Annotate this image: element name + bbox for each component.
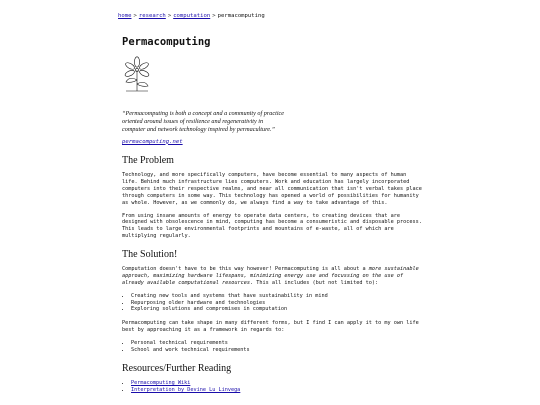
permacomputing-link[interactable]: permacomputing.net — [122, 138, 183, 145]
breadcrumb-separator: > — [212, 13, 216, 19]
reading-heading: Resources/Further Reading — [122, 362, 232, 374]
solution-list-2 — [122, 340, 422, 354]
breadcrumb-computation-link[interactable]: computation — [173, 13, 211, 19]
list-item: • School and work technical requirements — [131, 347, 422, 354]
breadcrumb-home-link[interactable]: home — [118, 13, 132, 19]
solution-list-1 — [122, 293, 422, 314]
permacomputing-quote: “Permacomputing is both a concept and a community of practice oriented around issues of resilience and regenerativity in computer and network technology inspired by permaculture.” — [122, 109, 285, 133]
problem-paragraph-2: From using insane amounts of energy to operate data centers, to creating devices that are designed with obsolescence in mind, computing has become a consumeristic and disposable process. This leads to large environmental footprints and mountains of e-waste, all of which are multiplying regularly. — [122, 212, 422, 240]
breadcrumb-current: permacomputing — [217, 13, 265, 19]
solution-text-a: Computation doesn't have to be this way however! Permacomputing is all about a — [122, 266, 369, 273]
permacomputing-wiki-link[interactable]: Permacomputing Wiki — [131, 379, 191, 386]
reading-list — [122, 380, 422, 394]
solution-paragraph-2: Permacomputing can take shape in many different forms, but I find I can apply it to my own life best by approaching it as a framework in regards to: — [122, 320, 419, 334]
breadcrumb-research-link[interactable]: research — [138, 13, 166, 19]
list-item: • Exploring solutions and compromises in computation — [131, 306, 422, 313]
main-content — [122, 36, 422, 401]
list-item: • Creating new tools and systems that have sustainability in mind — [131, 293, 422, 300]
flower-icon — [122, 56, 152, 92]
list-item — [131, 387, 422, 394]
solution-emphasis: more sustainable approach, maximizing hardware lifespans, minimizing energy use and focussing on the use of already available computational resources — [122, 266, 419, 286]
page-title: Permacomputing — [122, 36, 211, 48]
breadcrumb-separator: > — [167, 13, 172, 19]
solution-text-b: . This all includes (but not limited to): — [250, 279, 379, 286]
breadcrumb — [118, 13, 265, 20]
problem-heading: The Problem — [122, 155, 174, 167]
solution-paragraph-1 — [122, 266, 422, 287]
list-item: • Personal technical requirements — [131, 340, 422, 347]
list-item — [131, 380, 422, 387]
problem-paragraph-1: Technology, and more specifically computers, have become essential to many aspects of human life. Behind much infrastructure lies computers. Work and education has largely incorporated computers into their respective realms, and near all communication that isn't verbal takes place through computers in some way. This technology has opened a world of possibilities for humanity as whole. However, as we commonly do, we always find a way to take advantage of this. — [122, 172, 422, 206]
list-item: • Repurposing older hardware and technologies — [131, 300, 422, 307]
devine-interpretation-link[interactable]: Interpretation by Devine Lu Linvega — [131, 386, 241, 393]
solution-heading: The Solution! — [122, 248, 178, 260]
breadcrumb-separator: > — [133, 13, 137, 19]
